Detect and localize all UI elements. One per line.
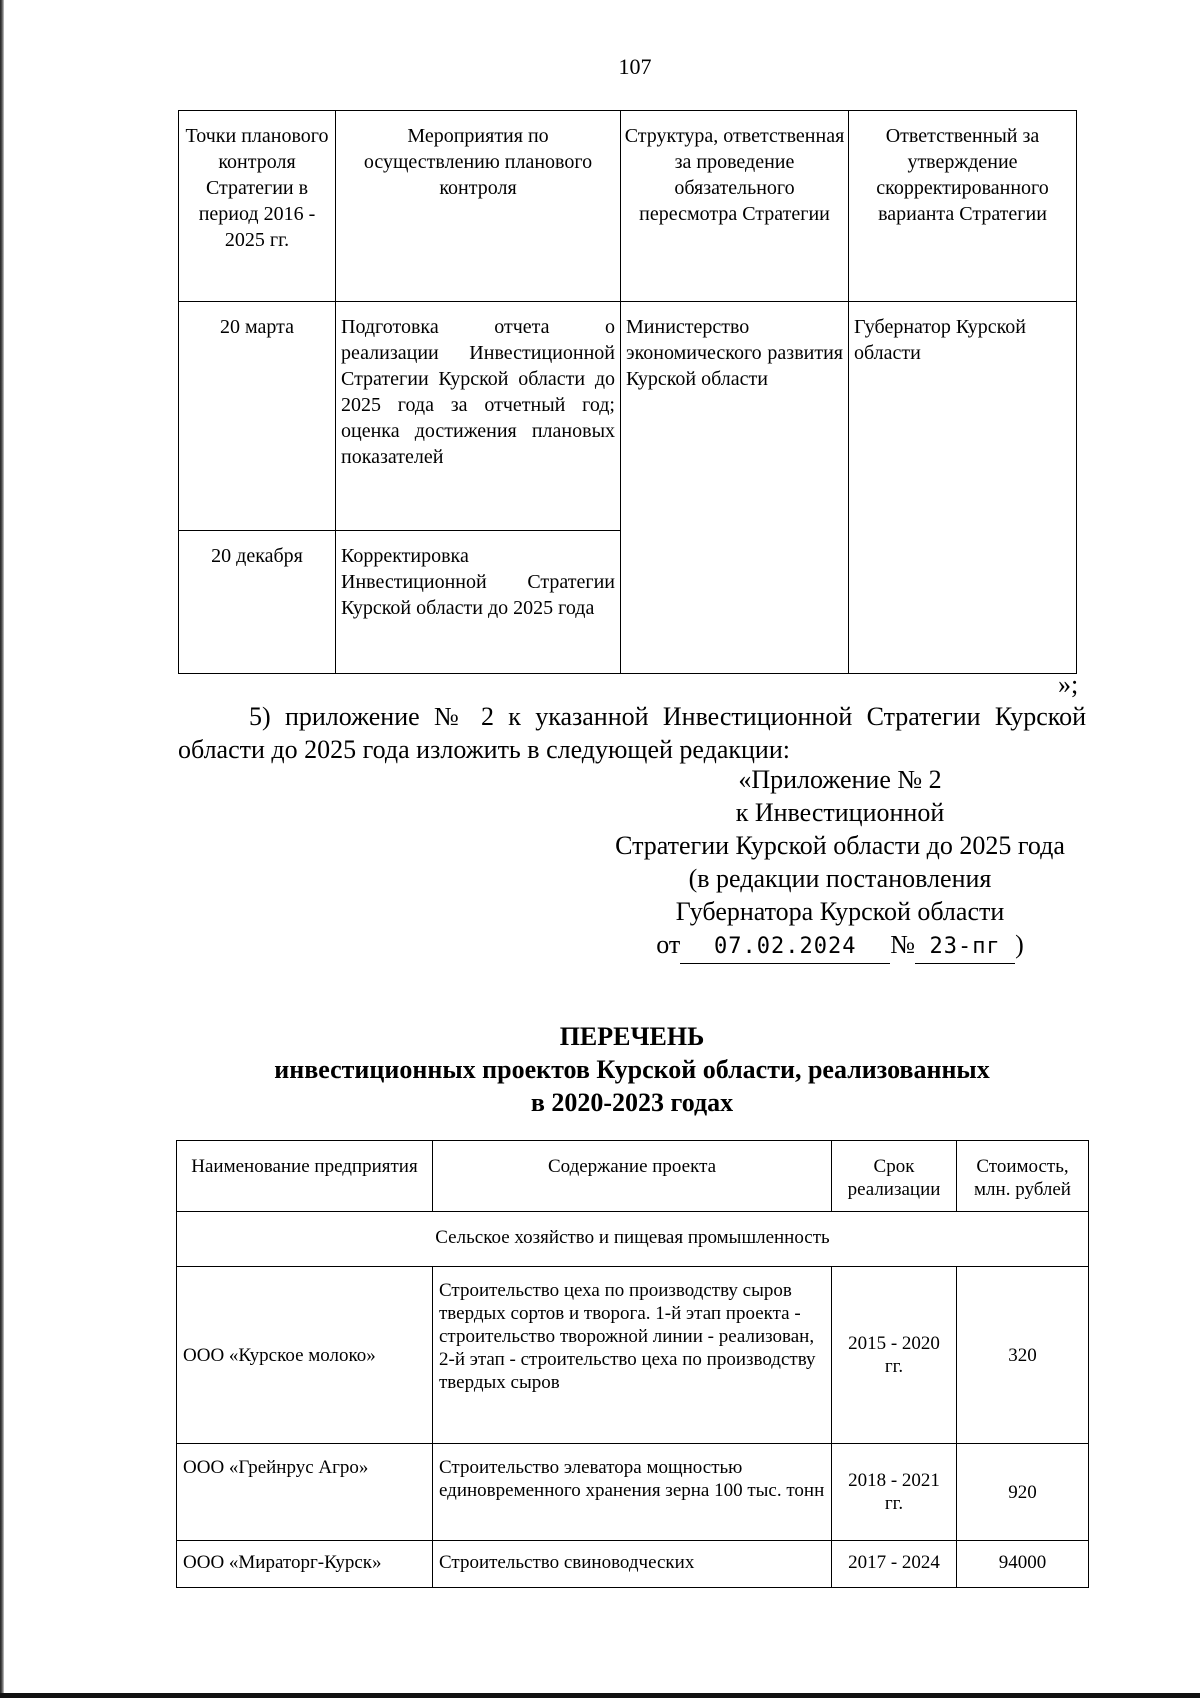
appendix-line: «Приложение № 2	[738, 765, 942, 794]
project-period: 2015 - 2020 гг.	[832, 1267, 957, 1444]
project-content: Строительство свиноводческих	[433, 1541, 832, 1588]
appendix-line: Стратегии Курской области до 2025 года	[615, 831, 1065, 860]
control-date: 20 марта	[179, 302, 336, 531]
list-title	[178, 1020, 1086, 1119]
table1-header-control-points: Точки планового контроля Стратегии в период 2016 - 2025 гг.	[179, 111, 336, 302]
company-name: ООО «Грейнрус Агро»	[177, 1444, 433, 1541]
decree-line	[560, 928, 1120, 964]
table-row	[177, 1541, 1089, 1588]
table2-header-company: Наименование предприятия	[177, 1141, 433, 1212]
number-prefix: №	[890, 930, 916, 959]
page-number: 107	[618, 54, 652, 79]
table2-header-content: Содержание проекта	[433, 1141, 832, 1212]
control-activity: Подготовка отчета о реализации Инвестиционной Стратегии Курской области до 2025 года за отчетный год; оценка достижения плановых показателей	[336, 302, 621, 531]
title-subheading: инвестиционных проектов Курской области, реализованных	[274, 1055, 990, 1084]
appendix-header	[560, 763, 1120, 964]
project-cost: 94000	[957, 1541, 1089, 1588]
control-date: 20 декабря	[179, 531, 336, 674]
table-row	[179, 302, 1077, 531]
appendix-line: Губернатора Курской области	[675, 897, 1005, 926]
project-cost: 320	[957, 1267, 1089, 1444]
table-row	[177, 1267, 1089, 1444]
decree-date: 07.02.2024	[680, 930, 890, 964]
investment-projects-table	[176, 1140, 1089, 1588]
table2-header-cost: Стоимость, млн. рублей	[957, 1141, 1089, 1212]
control-activity: Корректировка Инвестиционной Стратегии Курской области до 2025 года	[336, 531, 621, 674]
project-content: Строительство цеха по производству сыров твердых сортов и творога. 1-й этап проекта - строительство творожной линии - реализован, 2-й этап - строительство цеха по производству твердых сыров	[433, 1267, 832, 1444]
appendix-line: к Инвестиционной	[735, 798, 945, 827]
title-years: в 2020-2023 годах	[530, 1088, 734, 1117]
table1-header-activities: Мероприятия по осуществлению планового контроля	[336, 111, 621, 302]
project-content: Строительство элеватора мощностью единовременного хранения зерна 100 тыс. тонн	[433, 1444, 832, 1541]
section-title: Сельское хозяйство и пищевая промышленность	[177, 1212, 1089, 1267]
table2-header-period: Срок реализации	[832, 1141, 957, 1212]
closing-quote: »;	[1058, 670, 1079, 699]
amendment-text: 5) приложение № 2 к указанной Инвестиционной Стратегии Курской области до 2025 года изложить в следующей редакции:	[178, 702, 1086, 764]
project-period: 2018 - 2021 гг.	[832, 1444, 957, 1541]
table2-header-row	[177, 1141, 1089, 1212]
project-cost: 920	[957, 1444, 1089, 1541]
scan-edge-left	[0, 0, 4, 1698]
title-heading: ПЕРЕЧЕНЬ	[559, 1022, 705, 1051]
decree-number: 23-пг	[915, 930, 1015, 964]
decree-close: )	[1015, 930, 1024, 959]
table-row	[177, 1444, 1089, 1541]
table1-header-row	[179, 111, 1077, 302]
project-period: 2017 - 2024	[832, 1541, 957, 1588]
responsible-official: Губернатор Курской области	[849, 302, 1077, 674]
table1-header-structure: Структура, ответственная за проведение обязательного пересмотра Стратегии	[621, 111, 849, 302]
appendix-line: (в редакции постановления	[688, 864, 992, 893]
company-name: ООО «Мираторг-Курск»	[177, 1541, 433, 1588]
date-prefix: от	[656, 930, 681, 959]
company-name: ООО «Курское молоко»	[177, 1267, 433, 1444]
responsible-structure: Министерство экономического развития Курской области	[621, 302, 849, 674]
control-points-table	[178, 110, 1077, 674]
section-row	[177, 1212, 1089, 1267]
scan-edge-bottom	[0, 1693, 1200, 1698]
amendment-paragraph	[178, 700, 1086, 766]
table1-header-responsible: Ответственный за утверждение скорректированного варианта Стратегии	[849, 111, 1077, 302]
